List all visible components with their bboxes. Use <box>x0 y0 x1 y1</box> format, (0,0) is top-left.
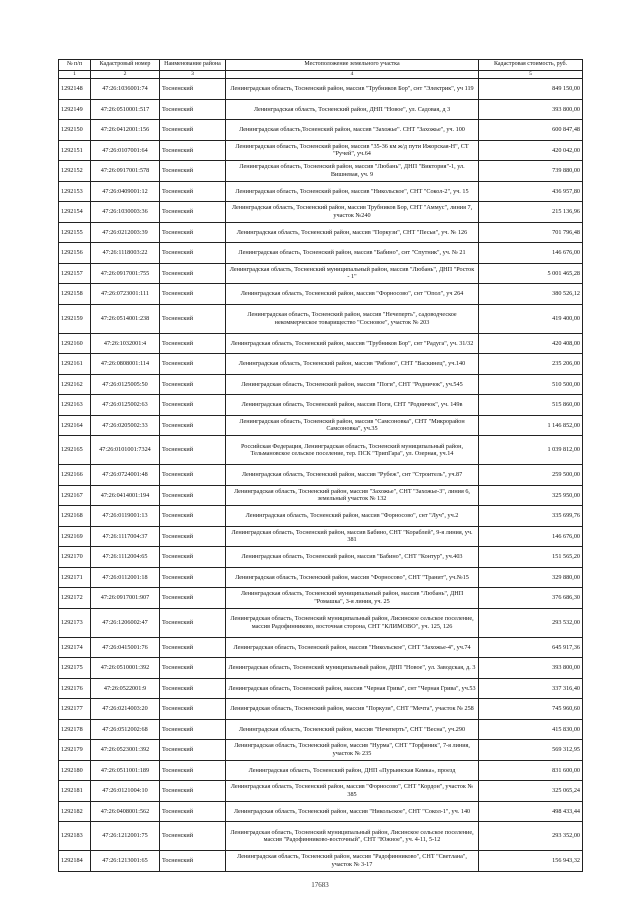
cadastral-number: 47:26:0523001:392 <box>91 740 160 761</box>
location: Ленинградская область, Тосненский район, массив "Нурма", СНТ "Торфяник", 7-я линия, участок № 235 <box>226 740 479 761</box>
table-row <box>59 202 583 223</box>
district-name: Тосненский <box>160 263 226 284</box>
district-name: Тосненский <box>160 181 226 202</box>
location: Ленинградская область, Тосненский район, массив "Нечеперть", СНТ "Весна", уч.290 <box>226 719 479 740</box>
district-name: Тосненский <box>160 658 226 679</box>
table-row <box>59 284 583 305</box>
row-index: 1292172 <box>59 588 91 609</box>
cadastral-cost: 1 039 812,00 <box>479 436 583 465</box>
district-name: Тосненский <box>160 485 226 506</box>
row-index: 1292163 <box>59 395 91 416</box>
district-name: Тосненский <box>160 822 226 851</box>
header-number-2: 2 <box>91 71 160 79</box>
district-name: Тосненский <box>160 526 226 547</box>
cadastral-number: 47:26:0415001:76 <box>91 637 160 658</box>
table-row <box>59 637 583 658</box>
location: Ленинградская область, Тосненский район, ДНП "Новое", ул. Садовая, д 3 <box>226 99 479 120</box>
cadastral-cost: 376 686,30 <box>479 588 583 609</box>
table-row <box>59 243 583 264</box>
location: Ленинградская область, Тосненский муниципальный район, ДНП "Новое", ул. Заводская, д. 3 <box>226 658 479 679</box>
location: Ленинградская область, Тосненский район, массив "Форносово", СНТ "Кордон", участок № 385 <box>226 781 479 802</box>
location: Ленинградская область, Тосненский район, массив Бабино, СНТ "Кораблей", 9-я линия, уч. 381 <box>226 526 479 547</box>
row-index: 1292167 <box>59 485 91 506</box>
row-index: 1292171 <box>59 567 91 588</box>
cadastral-cost: 259 500,00 <box>479 465 583 486</box>
district-name: Тосненский <box>160 120 226 141</box>
cadastral-cost: 1 146 852,00 <box>479 415 583 436</box>
cadastral-cost: 831 600,00 <box>479 760 583 781</box>
header-number-4: 4 <box>226 71 479 79</box>
header-number-3: 3 <box>160 71 226 79</box>
header-row <box>59 60 583 71</box>
cadastral-number: 47:26:0917001:578 <box>91 161 160 182</box>
cadastral-cost: 569 312,95 <box>479 740 583 761</box>
cadastral-cost: 380 526,12 <box>479 284 583 305</box>
cadastral-cost: 498 433,44 <box>479 801 583 822</box>
table-row <box>59 699 583 720</box>
location: Ленинградская область, Тосненский район, массив "35-36 км ж/д пути Ижорская-Н", СТ "Ручей", уч.64 <box>226 140 479 161</box>
row-index: 1292155 <box>59 222 91 243</box>
location: Ленинградская область, Тосненский район, массив "Бабино", снт "Спутник", уч. № 21 <box>226 243 479 264</box>
cadastral-number: 47:26:0412001:156 <box>91 120 160 141</box>
district-name: Тосненский <box>160 608 226 637</box>
location: Ленинградская область, Тосненский район, массив "Трубников Бор", снт "Радуга", уч. 31/32 <box>226 333 479 354</box>
cadastral-cost: 436 957,80 <box>479 181 583 202</box>
cadastral-cost: 645 917,36 <box>479 637 583 658</box>
cadastral-cost: 739 880,00 <box>479 161 583 182</box>
cadastral-cost: 5 001 465,28 <box>479 263 583 284</box>
location: Ленинградская область, Тосненский район, массив Трубников Бор, СНТ "Аммус", линия 7, участок №240 <box>226 202 479 223</box>
location: Ленинградская область, Тосненский район, массив "Захожье", СНТ "Захожье-3", линия 6, земельный участок № 132 <box>226 485 479 506</box>
location: Ленинградская область, Тосненский район, массив "Форносово", снт "Луч", уч.2 <box>226 506 479 527</box>
cadastral-cost: 329 880,00 <box>479 567 583 588</box>
cadastral-number: 47:26:0121004:10 <box>91 781 160 802</box>
district-name: Тосненский <box>160 99 226 120</box>
district-name: Тосненский <box>160 801 226 822</box>
row-index: 1292164 <box>59 415 91 436</box>
district-name: Тосненский <box>160 699 226 720</box>
location: Ленинградская область, Тосненский район, массив "Поркузи", СНТ "Песьи", уч. № 126 <box>226 222 479 243</box>
district-name: Тосненский <box>160 436 226 465</box>
location: Ленинградская область, Тосненский район, массив "Трубников Бор", снт "Электрик", уч 119 <box>226 79 479 100</box>
cadastral-cost: 146 676,00 <box>479 526 583 547</box>
row-index: 1292166 <box>59 465 91 486</box>
location: Ленинградская область, Тосненский район, массив "Любань", ДНП "Виктория"-1, ул. Вишневая, уч. 9 <box>226 161 479 182</box>
table-row <box>59 851 583 872</box>
location: Ленинградская область, Тосненский район, массив "Поги", СНТ "Родничок", уч.545 <box>226 374 479 395</box>
cadastral-number: 47:26:0511001:189 <box>91 760 160 781</box>
row-index: 1292153 <box>59 181 91 202</box>
cadastral-number: 47:26:0522001:9 <box>91 678 160 699</box>
location: Ленинградская область, Тосненский муниципальный район, массив "Любань", ДНП "Ромашка", 3-я линия, уч. 25 <box>226 588 479 609</box>
table-row <box>59 678 583 699</box>
registry-page <box>58 59 582 872</box>
cadastral-number: 47:26:1112004:65 <box>91 547 160 568</box>
table-row <box>59 304 583 333</box>
location: Ленинградская область, Тосненский район, массив "Рябово", СНТ "Васкинец", уч.140 <box>226 354 479 375</box>
table-row <box>59 263 583 284</box>
district-name: Тосненский <box>160 637 226 658</box>
cadastral-cost: 393 800,00 <box>479 99 583 120</box>
row-index: 1292177 <box>59 699 91 720</box>
district-name: Тосненский <box>160 79 226 100</box>
cadastral-number: 47:26:1118003:22 <box>91 243 160 264</box>
table-row <box>59 140 583 161</box>
row-index: 1292180 <box>59 760 91 781</box>
location: Российская Федерация, Ленинградская область, Тосненский муниципальный район, Тельмановское сельское поселение, тер. ПСК "ТрипГара", ул. Озерная, уч.14 <box>226 436 479 465</box>
row-index: 1292154 <box>59 202 91 223</box>
table-row <box>59 222 583 243</box>
cadastral-cost: 849 150,00 <box>479 79 583 100</box>
row-index: 1292184 <box>59 851 91 872</box>
table-row <box>59 465 583 486</box>
cadastral-number: 47:26:0408001:562 <box>91 801 160 822</box>
cadastral-cost: 325 065,24 <box>479 781 583 802</box>
row-index: 1292149 <box>59 99 91 120</box>
cadastral-number: 47:26:0512002:68 <box>91 719 160 740</box>
district-name: Тосненский <box>160 284 226 305</box>
cadastral-number: 47:26:0510001:517 <box>91 99 160 120</box>
cadastral-number: 47:26:1117004:37 <box>91 526 160 547</box>
table-row <box>59 485 583 506</box>
location: Ленинградская область, Тосненский район, массив "Поркузи", СНТ "Мечта", участок № 258 <box>226 699 479 720</box>
row-index: 1292173 <box>59 608 91 637</box>
location: Ленинградская область, Тосненский муниципальный район, массив "Любань", ДНП "Росток - 1" <box>226 263 479 284</box>
cadastral-number: 47:26:0808001:114 <box>91 354 160 375</box>
cadastral-number: 47:26:0205002:33 <box>91 415 160 436</box>
table-row <box>59 567 583 588</box>
cadastral-number: 47:26:1206002:47 <box>91 608 160 637</box>
cadastral-cost: 335 699,76 <box>479 506 583 527</box>
header-district: Наименование района <box>160 60 226 71</box>
location: Ленинградская область, Тосненский район, массив "Никольское", СНТ "Сокол-1", уч. 140 <box>226 801 479 822</box>
table-row <box>59 526 583 547</box>
row-index: 1292183 <box>59 822 91 851</box>
cadastral-number: 47:26:0917001:907 <box>91 588 160 609</box>
page-number: 17683 <box>311 881 329 889</box>
cadastral-cost: 600 847,48 <box>479 120 583 141</box>
table-row <box>59 436 583 465</box>
table-row <box>59 801 583 822</box>
cadastral-number: 47:26:0514001:238 <box>91 304 160 333</box>
cadastral-cost: 293 352,00 <box>479 822 583 851</box>
cadastral-number: 47:26:0414001:194 <box>91 485 160 506</box>
table-row <box>59 822 583 851</box>
location: Ленинградская область, Тосненский район, массив "Радофинниково", СНТ "Светлана", участок № 3-17 <box>226 851 479 872</box>
table-row <box>59 161 583 182</box>
cadastral-cost: 393 800,00 <box>479 658 583 679</box>
location: Ленинградская область, Тосненский район, массив Поги, СНТ "Родничок", уч. 149в <box>226 395 479 416</box>
district-name: Тосненский <box>160 222 226 243</box>
district-name: Тосненский <box>160 395 226 416</box>
location: Ленинградская область, Тосненский район, ДНП «Пурьинская Камка», проезд <box>226 760 479 781</box>
cadastral-number: 47:26:0724001:48 <box>91 465 160 486</box>
district-name: Тосненский <box>160 760 226 781</box>
row-index: 1292151 <box>59 140 91 161</box>
cadastral-cost: 420 042,00 <box>479 140 583 161</box>
row-index: 1292157 <box>59 263 91 284</box>
header-cadastral-number: Кадастровый номер <box>91 60 160 71</box>
table-row <box>59 120 583 141</box>
table-row <box>59 374 583 395</box>
row-index: 1292175 <box>59 658 91 679</box>
table-row <box>59 760 583 781</box>
district-name: Тосненский <box>160 719 226 740</box>
table-row <box>59 99 583 120</box>
table-body <box>59 79 583 872</box>
cadastral-number: 47:26:0125002:63 <box>91 395 160 416</box>
location: Ленинградская область, Тосненский район, массив "Рубеж", снт "Строитель", уч.87 <box>226 465 479 486</box>
table-row <box>59 354 583 375</box>
location: Ленинградская область, Тосненский район, массив "Форносово", снт "Опол", уч 264 <box>226 284 479 305</box>
district-name: Тосненский <box>160 140 226 161</box>
district-name: Тосненский <box>160 374 226 395</box>
location: Ленинградская область, Тосненский район, массив "Бабино", СНТ "Контур", уч.403 <box>226 547 479 568</box>
district-name: Тосненский <box>160 304 226 333</box>
location: Ленинградская область, Тосненский район, массив "Черная Грива", снт "Черная Грива", уч.53 <box>226 678 479 699</box>
row-index: 1292148 <box>59 79 91 100</box>
header-number-5: 5 <box>479 71 583 79</box>
cadastral-cost: 419 400,00 <box>479 304 583 333</box>
cadastral-number: 47:26:1212001:75 <box>91 822 160 851</box>
row-index: 1292158 <box>59 284 91 305</box>
table-row <box>59 547 583 568</box>
location: Ленинградская область, Тосненский район, массив "Никольское", СНТ "Захожье-4", уч.74 <box>226 637 479 658</box>
row-index: 1292150 <box>59 120 91 141</box>
district-name: Тосненский <box>160 506 226 527</box>
cadastral-cost: 510 500,00 <box>479 374 583 395</box>
district-name: Тосненский <box>160 678 226 699</box>
cadastral-number: 47:26:1213001:65 <box>91 851 160 872</box>
cadastral-cost: 701 796,48 <box>479 222 583 243</box>
district-name: Тосненский <box>160 547 226 568</box>
location: Ленинградская область, Тосненский муниципальный район, Лисинское сельское поселение, массив "Радофинниково-восточный", СНТ "Южное", уч. 4-11, 5-12 <box>226 822 479 851</box>
table-row <box>59 608 583 637</box>
row-index: 1292170 <box>59 547 91 568</box>
cadastral-cost: 420 408,00 <box>479 333 583 354</box>
cadastral-number: 47:26:0119001:13 <box>91 506 160 527</box>
location: Ленинградская область, Тосненский район, массив "Никольское", СНТ "Сокол-2", уч. 15 <box>226 181 479 202</box>
cadastral-cost: 146 676,00 <box>479 243 583 264</box>
district-name: Тосненский <box>160 243 226 264</box>
row-index: 1292152 <box>59 161 91 182</box>
row-index: 1292169 <box>59 526 91 547</box>
district-name: Тосненский <box>160 161 226 182</box>
location: Ленинградская область, Тосненский район, массив "Самсоновка", СНТ "Микрорайон Самсоновка", уч.35 <box>226 415 479 436</box>
header-location: Местоположение земельного участка <box>226 60 479 71</box>
location: Ленинградская область, Тосненский район, массив "Форносово", СНТ "Транит", уч.№15 <box>226 567 479 588</box>
table-row <box>59 719 583 740</box>
cadastral-number: 47:26:1036001:74 <box>91 79 160 100</box>
cadastral-number: 47:26:0723001:111 <box>91 284 160 305</box>
row-index: 1292181 <box>59 781 91 802</box>
location: Ленинградская область,Тосненский район, массив "Захожье". СНТ "Захожье", уч. 100 <box>226 120 479 141</box>
district-name: Тосненский <box>160 588 226 609</box>
district-name: Тосненский <box>160 354 226 375</box>
district-name: Тосненский <box>160 333 226 354</box>
row-index: 1292174 <box>59 637 91 658</box>
cadastral-cost: 235 206,00 <box>479 354 583 375</box>
row-index: 1292162 <box>59 374 91 395</box>
cadastral-cost: 215 136,96 <box>479 202 583 223</box>
cadastral-cost: 151 565,20 <box>479 547 583 568</box>
district-name: Тосненский <box>160 415 226 436</box>
district-name: Тосненский <box>160 781 226 802</box>
cadastral-number: 47:26:0112001:18 <box>91 567 160 588</box>
table-row <box>59 79 583 100</box>
table-row <box>59 395 583 416</box>
table-row <box>59 415 583 436</box>
cadastral-cost: 293 532,00 <box>479 608 583 637</box>
header-number-1: 1 <box>59 71 91 79</box>
cadastral-cost: 325 950,00 <box>479 485 583 506</box>
table-row <box>59 781 583 802</box>
district-name: Тосненский <box>160 465 226 486</box>
cadastral-number: 47:26:1030003:36 <box>91 202 160 223</box>
cadastral-cost: 156 943,32 <box>479 851 583 872</box>
header-index: № п/п <box>59 60 91 71</box>
cadastral-cost: 515 860,00 <box>479 395 583 416</box>
cadastral-number: 47:26:0510001:392 <box>91 658 160 679</box>
header-cost: Кадастровая стоимость, руб. <box>479 60 583 71</box>
cadastral-number: 47:26:0101001:7324 <box>91 436 160 465</box>
row-index: 1292165 <box>59 436 91 465</box>
cadastral-number: 47:26:1032001:4 <box>91 333 160 354</box>
row-index: 1292176 <box>59 678 91 699</box>
location: Ленинградская область, Тосненский район, массив "Нечеперть", садоводческое некоммерческое товарищество "Сосновое", участок № 203 <box>226 304 479 333</box>
table-row <box>59 333 583 354</box>
table-row <box>59 740 583 761</box>
location: Ленинградская область, Тосненский муниципальный район, Лисинское сельское поселение, массив Радофинниково, восточная сторона, СНТ "КЛИМОВО", уч. 125, 126 <box>226 608 479 637</box>
table-row <box>59 181 583 202</box>
cadastral-number: 47:26:0107001:64 <box>91 140 160 161</box>
row-index: 1292182 <box>59 801 91 822</box>
row-index: 1292179 <box>59 740 91 761</box>
cadastral-number: 47:26:0409001:12 <box>91 181 160 202</box>
table-header <box>59 60 583 79</box>
cadastral-cost: 745 960,60 <box>479 699 583 720</box>
district-name: Тосненский <box>160 740 226 761</box>
row-index: 1292159 <box>59 304 91 333</box>
table-row <box>59 658 583 679</box>
row-index: 1292161 <box>59 354 91 375</box>
district-name: Тосненский <box>160 851 226 872</box>
row-index: 1292168 <box>59 506 91 527</box>
district-name: Тосненский <box>160 567 226 588</box>
cadastral-cost-table <box>58 59 583 872</box>
header-number-row <box>59 71 583 79</box>
row-index: 1292160 <box>59 333 91 354</box>
table-row <box>59 506 583 527</box>
cadastral-number: 47:26:0212003:39 <box>91 222 160 243</box>
cadastral-number: 47:26:0125005:50 <box>91 374 160 395</box>
cadastral-number: 47:26:0214003:20 <box>91 699 160 720</box>
row-index: 1292178 <box>59 719 91 740</box>
row-index: 1292156 <box>59 243 91 264</box>
table-row <box>59 588 583 609</box>
cadastral-cost: 415 830,00 <box>479 719 583 740</box>
cadastral-cost: 337 316,40 <box>479 678 583 699</box>
district-name: Тосненский <box>160 202 226 223</box>
cadastral-number: 47:26:0917001:755 <box>91 263 160 284</box>
